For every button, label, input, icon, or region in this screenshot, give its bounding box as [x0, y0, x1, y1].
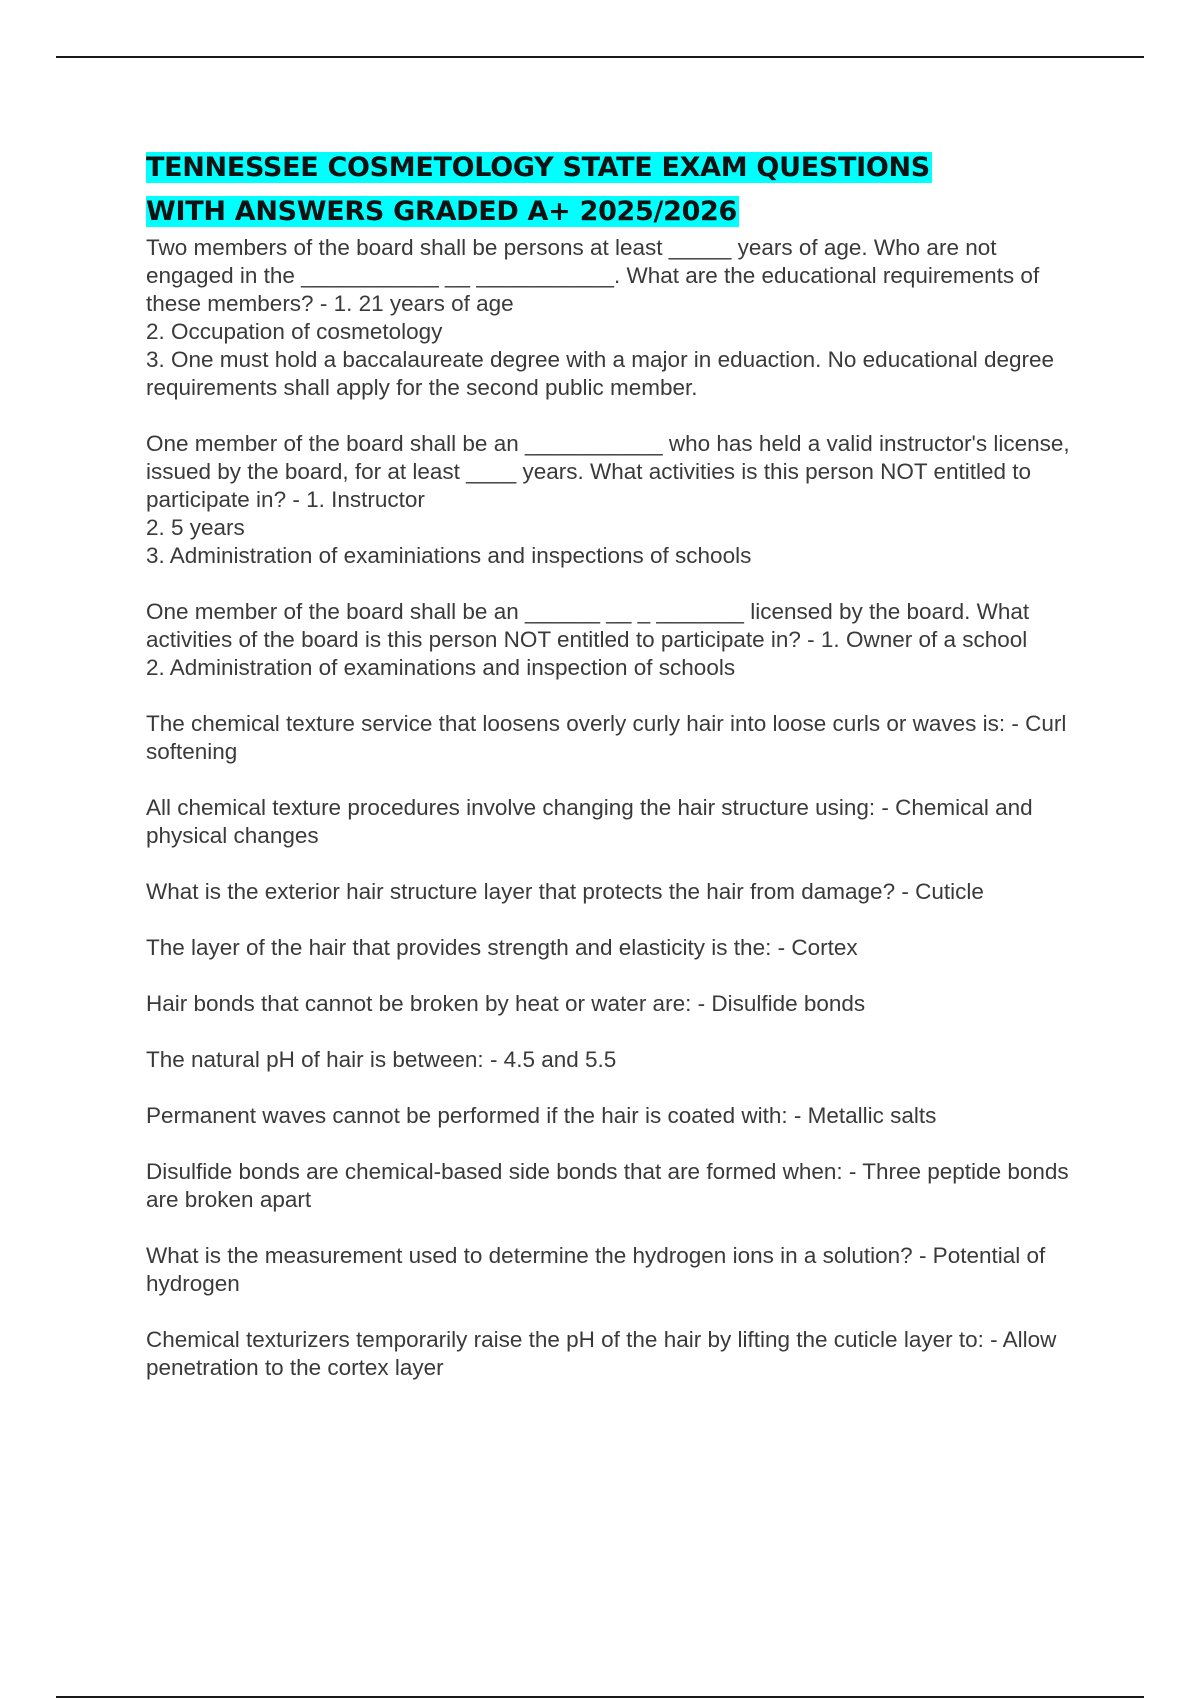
- title-line-1: TENNESSEE COSMETOLOGY STATE EXAM QUESTIONS: [146, 152, 930, 183]
- title-line-2: WITH ANSWERS GRADED A+ 2025/2026: [146, 196, 738, 227]
- qa-item: Disulfide bonds are chemical-based side bonds that are formed when: - Three peptide bonds are broken apart: [146, 1159, 1069, 1212]
- qa-item: The chemical texture service that loosens overly curly hair into loose curls or waves is: - Curl softening: [146, 711, 1067, 764]
- qa-item: What is the measurement used to determine the hydrogen ions in a solution? - Potential of hydrogen: [146, 1243, 1046, 1296]
- qa-item: Permanent waves cannot be performed if the hair is coated with: - Metallic salts: [146, 1103, 937, 1128]
- qa-item: What is the exterior hair structure layer that protects the hair from damage? - Cuticle: [146, 879, 984, 904]
- qa-item: One member of the board shall be an ___________ who has held a valid instructor's license, issued by the board, for at least ____ years. What activities is this person NOT entitled to participate in? - 1. Instructor 2. 5 years 3. Administration of examiniations and inspections of schools: [146, 431, 1070, 568]
- document-title: [146, 146, 1090, 234]
- qa-item: All chemical texture procedures involve changing the hair structure using: - Chemical and physical changes: [146, 795, 1033, 848]
- question-list: [146, 234, 1090, 1382]
- qa-item: One member of the board shall be an ______ __ _ _______ licensed by the board. What activities of the board is this person NOT entitled to participate in? - 1. Owner of a school 2. Administration of examinations and inspection of schools: [146, 599, 1030, 680]
- qa-item: Chemical texturizers temporarily raise the pH of the hair by lifting the cuticle layer to: - Allow penetration to the cortex layer: [146, 1327, 1057, 1380]
- footer-rule: [56, 1696, 1144, 1698]
- header-rule: [56, 56, 1144, 58]
- document-body: [146, 146, 1090, 1410]
- qa-item: Hair bonds that cannot be broken by heat or water are: - Disulfide bonds: [146, 991, 866, 1016]
- qa-item: The layer of the hair that provides strength and elasticity is the: - Cortex: [146, 935, 858, 960]
- qa-item: The natural pH of hair is between: - 4.5 and 5.5: [146, 1047, 617, 1072]
- qa-item: Two members of the board shall be persons at least _____ years of age. Who are not engaged in the ___________ __ ___________. What are the educational requirements of these members? - 1. 21 years of age 2. Occupation of cosmetology 3. One must hold a baccalaureate degree with a major in eduaction. No educational degree requirements shall apply for the second public member.: [146, 235, 1055, 400]
